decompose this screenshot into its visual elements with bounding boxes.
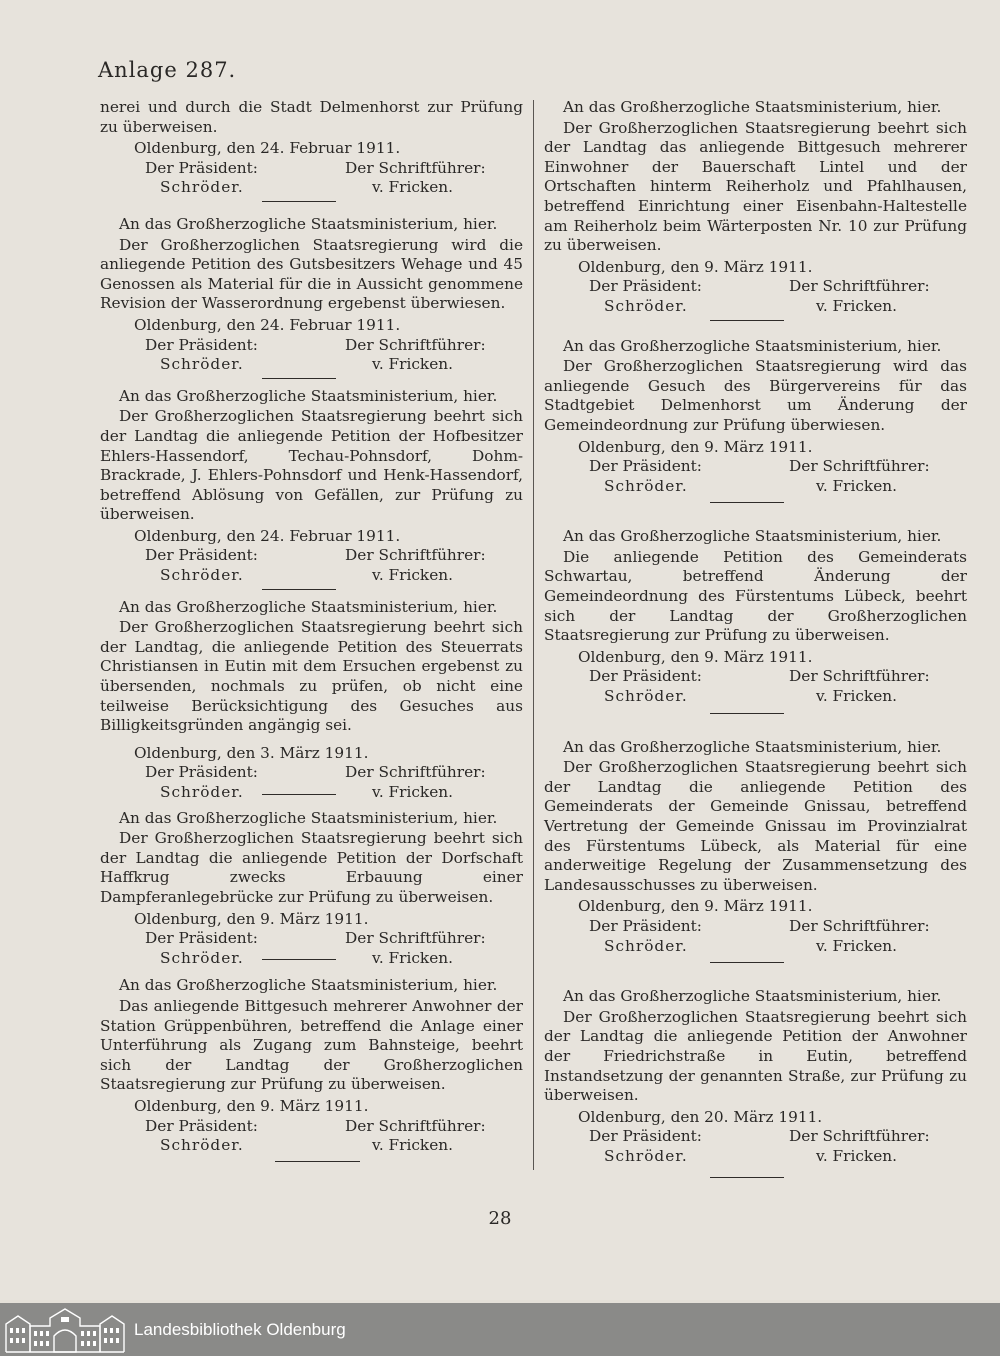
secretary-title: Der Schriftführer: bbox=[345, 1116, 486, 1135]
letter-address: An das Großherzogliche Staatsministerium, hier. bbox=[119, 386, 498, 405]
secretary-name: v. Fricken. bbox=[372, 566, 453, 585]
section-rule bbox=[275, 1161, 360, 1162]
signature-names bbox=[145, 355, 523, 375]
president-title: Der Präsident: bbox=[145, 335, 258, 354]
letter-section bbox=[544, 738, 967, 964]
letter-body: nerei und durch die Stadt Delmenhorst zur Prüfung zu überweisen. bbox=[100, 98, 523, 136]
signature-titles bbox=[589, 457, 967, 477]
letter-date: Oldenburg, den 9. März 1911. bbox=[578, 647, 813, 666]
secretary-title: Der Schriftführer: bbox=[345, 546, 486, 565]
library-name: Landesbibliothek Oldenburg bbox=[134, 1320, 346, 1339]
president-title: Der Präsident: bbox=[145, 763, 258, 782]
secretary-title: Der Schriftführer: bbox=[789, 916, 930, 935]
section-rule bbox=[710, 320, 784, 321]
signature-titles bbox=[589, 277, 967, 297]
letter-body: Das anliegende Bittgesuch mehrerer Anwohner der Station Grüppenbühren, betreffend die Anlage einer Unterführung als Zugang zum Bahnsteige, beehrt sich der Landtag der Großherzoglichen Staatsregierung zur Prüfung zu überweisen. bbox=[100, 996, 523, 1094]
section-rule bbox=[262, 378, 336, 379]
signature-titles bbox=[145, 336, 523, 356]
president-title: Der Präsident: bbox=[589, 916, 702, 935]
president-title: Der Präsident: bbox=[145, 929, 258, 948]
letter-body: Der Großherzoglichen Staatsregierung wird das anliegende Gesuch des Bürgervereins für das Stadtgebiet Delmenhorst um Änderung der Gemeindeordnung zur Prüfung überwiesen. bbox=[544, 357, 967, 434]
signature-names bbox=[145, 783, 523, 803]
president-title: Der Präsident: bbox=[145, 1116, 258, 1135]
page-header: Anlage 287. bbox=[98, 58, 237, 82]
secretary-name: v. Fricken. bbox=[372, 783, 453, 801]
letter-body: Der Großherzoglichen Staatsregierung beehrt sich der Landtag die anliegende Petition der Anwohner der Friedrichstraße in Eutin, betreffend Instandsetzung der genannten Straße, zur Prüfung zu überweisen. bbox=[544, 1007, 967, 1105]
letter-body: Der Großherzoglichen Staatsregierung beehrt sich der Landtag, die anliegende Petition des Steuerrats Christiansen in Eutin mit dem Ersuchen ergebenst zu übersenden, nochmals zu prüfen, ob nicht eine teilweise Berücksichtigung des Gesuches aus Billigkeitsgründen angängig sei. bbox=[100, 618, 523, 735]
letter-section bbox=[100, 387, 523, 590]
letter-address: An das Großherzogliche Staatsministerium, hier. bbox=[563, 737, 942, 756]
letter-section bbox=[100, 215, 523, 379]
signature-titles bbox=[145, 763, 523, 783]
secretary-title: Der Schriftführer: bbox=[789, 457, 930, 476]
president-title: Der Präsident: bbox=[589, 457, 702, 476]
president-name: Schröder. bbox=[160, 566, 244, 585]
signature-titles bbox=[589, 667, 967, 687]
letter-date: Oldenburg, den 9. März 1911. bbox=[578, 257, 813, 276]
signature-titles bbox=[589, 1127, 967, 1147]
letter-date: Oldenburg, den 24. Februar 1911. bbox=[134, 315, 401, 334]
president-title: Der Präsident: bbox=[145, 546, 258, 565]
signature-names bbox=[145, 949, 523, 969]
president-name: Schröder. bbox=[160, 948, 244, 967]
president-name: Schröder. bbox=[160, 783, 244, 801]
secretary-name: v. Fricken. bbox=[372, 178, 453, 197]
president-name: Schröder. bbox=[604, 936, 688, 955]
secretary-title: Der Schriftführer: bbox=[345, 335, 486, 354]
signature-names bbox=[145, 1136, 523, 1156]
president-title: Der Präsident: bbox=[589, 667, 702, 686]
secretary-title: Der Schriftführer: bbox=[789, 1127, 930, 1146]
signature-names bbox=[589, 687, 967, 707]
signature-names bbox=[589, 1147, 967, 1167]
secretary-name: v. Fricken. bbox=[372, 948, 453, 967]
signature-titles bbox=[145, 929, 523, 949]
page-number: 28 bbox=[488, 1208, 512, 1229]
column-divider bbox=[533, 100, 534, 1170]
letter-address: An das Großherzogliche Staatsministerium, hier. bbox=[563, 98, 942, 116]
signature-names bbox=[589, 297, 967, 317]
president-name: Schröder. bbox=[604, 1146, 688, 1165]
letter-section bbox=[544, 987, 967, 1177]
signature-names bbox=[145, 178, 523, 198]
secretary-name: v. Fricken. bbox=[816, 1146, 897, 1165]
secretary-name: v. Fricken. bbox=[816, 476, 897, 495]
president-name: Schröder. bbox=[160, 178, 244, 197]
president-title: Der Präsident: bbox=[589, 277, 702, 296]
secretary-name: v. Fricken. bbox=[816, 936, 897, 955]
letter-date: Oldenburg, den 9. März 1911. bbox=[134, 1096, 369, 1115]
letter-address: An das Großherzogliche Staatsministerium, hier. bbox=[563, 336, 942, 355]
section-rule bbox=[262, 201, 336, 202]
secretary-name: v. Fricken. bbox=[816, 296, 897, 315]
letter-body: Der Großherzoglichen Staatsregierung beehrt sich der Landtag die anliegende Petition der Dorfschaft Haffkrug zwecks Erbauung einer Dampferanlegebrücke zur Prüfung zu überweisen. bbox=[100, 829, 523, 906]
section-rule bbox=[710, 713, 784, 714]
secretary-title: Der Schriftführer: bbox=[345, 929, 486, 948]
letter-address: An das Großherzogliche Staatsministerium, hier. bbox=[119, 214, 498, 233]
letter-address: An das Großherzogliche Staatsministerium, hier. bbox=[119, 808, 498, 827]
letter-body: Die anliegende Petition des Gemeinderats Schwartau, betreffend Änderung der Gemeindeordnung des Fürstentums Lübeck, beehrt sich der Landtag der Großherzoglichen Staatsregierung zur Prüfung zu überweisen. bbox=[544, 547, 967, 645]
signature-names bbox=[589, 477, 967, 497]
president-name: Schröder. bbox=[604, 687, 688, 706]
letter-body: Der Großherzoglichen Staatsregierung beehrt sich der Landtag das anliegende Bittgesuch mehrerer Einwohner der Bauerschaft Lintel und der Ortschaften hinterm Reiherholz und Pfahlhausen, betreffend Einrichtung einer Eisenbahn-Haltestelle am Reiherholz beim Wärterposten Nr. 10 zur Prüfung zu überweisen. bbox=[544, 118, 967, 255]
letter-body: Der Großherzoglichen Staatsregierung beehrt sich der Landtag die anliegende Petition der Hofbesitzer Ehlers-Hassendorf, Techau-Pohnsdorf, Dohm-Brackrade, J. Ehlers-Pohnsdorf und Henk-Hassendorf, betreffend Ablösung von Gefällen, zur Prüfung zu überweisen. bbox=[100, 407, 523, 524]
letter-date: Oldenburg, den 24. Februar 1911. bbox=[134, 526, 401, 545]
letter-date: Oldenburg, den 9. März 1911. bbox=[134, 909, 369, 928]
signature-names bbox=[589, 937, 967, 957]
letter-section bbox=[100, 597, 523, 801]
secretary-title: Der Schriftführer: bbox=[789, 277, 930, 296]
letter-body: Der Großherzoglichen Staatsregierung beehrt sich der Landtag die anliegende Petition des Gemeinderats der Gemeinde Gnissau, betreffend Vertretung der Gemeinde Gnissau im Provinzialrat des Fürstentums Lübeck, als Material für eine anderweitige Regelung der Zusammensetzung des Landesausschusses zu überweisen. bbox=[544, 758, 967, 894]
letter-address: An das Großherzogliche Staatsministerium, hier. bbox=[563, 527, 942, 546]
secretary-title: Der Schriftführer: bbox=[789, 667, 930, 686]
library-building-logo bbox=[4, 1306, 126, 1353]
left-column bbox=[100, 98, 523, 1162]
president-title: Der Präsident: bbox=[589, 1127, 702, 1146]
letter-address: An das Großherzogliche Staatsministerium, hier. bbox=[119, 597, 498, 616]
letter-section bbox=[100, 98, 523, 202]
section-rule bbox=[710, 962, 784, 963]
letter-section bbox=[544, 527, 967, 713]
secretary-name: v. Fricken. bbox=[372, 355, 453, 374]
letter-date: Oldenburg, den 3. März 1911. bbox=[134, 743, 369, 762]
section-rule bbox=[710, 1177, 784, 1178]
secretary-name: v. Fricken. bbox=[372, 1136, 453, 1155]
letter-date: Oldenburg, den 9. März 1911. bbox=[578, 897, 813, 916]
library-footer bbox=[0, 1303, 1000, 1356]
president-name: Schröder. bbox=[604, 296, 688, 315]
right-column bbox=[544, 98, 967, 1178]
president-name: Schröder. bbox=[160, 1136, 244, 1155]
letter-body: Der Großherzoglichen Staatsregierung wird die anliegende Petition des Gutsbesitzers Wehage und 45 Genossen als Material für die in Aussicht genommene Revision der Wasserordnung ergebenst überwiesen. bbox=[100, 235, 523, 313]
signature-titles bbox=[589, 917, 967, 937]
letter-date: Oldenburg, den 20. März 1911. bbox=[578, 1107, 823, 1126]
president-name: Schröder. bbox=[160, 355, 244, 374]
letter-date: Oldenburg, den 9. März 1911. bbox=[578, 437, 813, 456]
secretary-title: Der Schriftführer: bbox=[345, 763, 486, 782]
letter-date: Oldenburg, den 24. Februar 1911. bbox=[134, 139, 401, 158]
secretary-title: Der Schriftführer: bbox=[345, 158, 486, 177]
section-rule bbox=[710, 502, 784, 503]
signature-titles bbox=[145, 1117, 523, 1137]
president-title: Der Präsident: bbox=[145, 158, 258, 177]
letter-address: An das Großherzogliche Staatsministerium, hier. bbox=[119, 976, 498, 995]
section-rule bbox=[262, 589, 336, 590]
signature-names bbox=[145, 566, 523, 586]
letter-section bbox=[544, 98, 967, 321]
president-name: Schröder. bbox=[604, 476, 688, 495]
secretary-name: v. Fricken. bbox=[816, 687, 897, 706]
signature-titles bbox=[145, 546, 523, 566]
letter-section bbox=[100, 976, 523, 1161]
letter-section bbox=[100, 808, 523, 967]
signature-titles bbox=[145, 159, 523, 179]
letter-section bbox=[544, 337, 967, 504]
letter-address: An das Großherzogliche Staatsministerium, hier. bbox=[563, 987, 942, 1006]
